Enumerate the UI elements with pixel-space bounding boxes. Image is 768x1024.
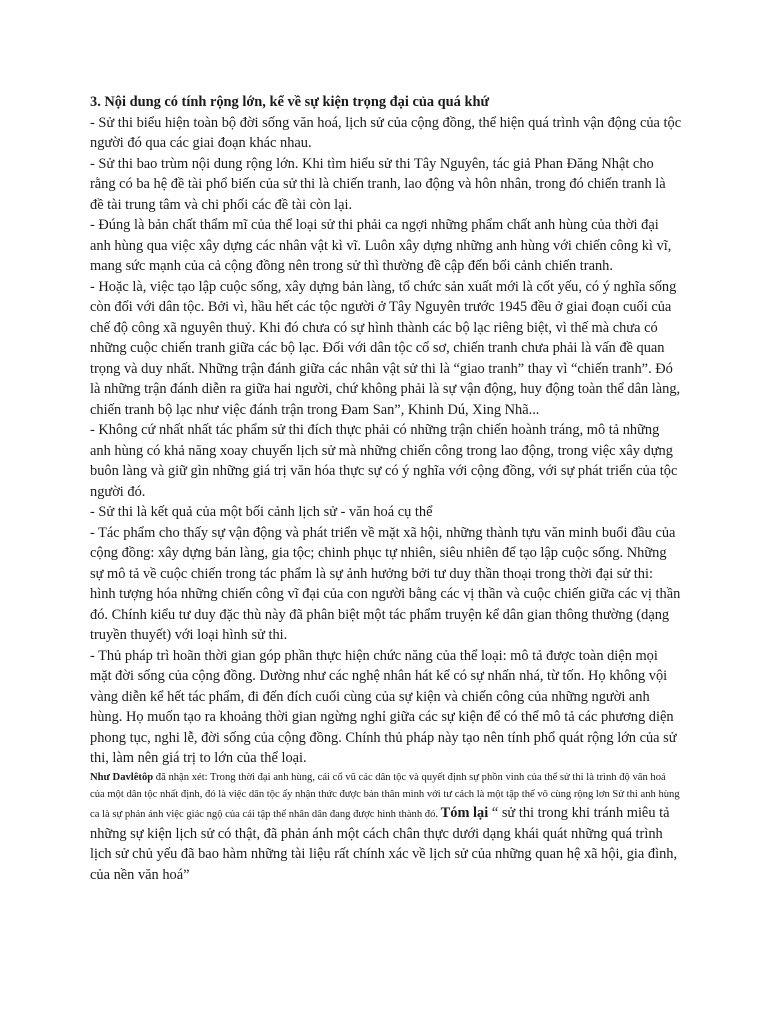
paragraph: - Sử thi biểu hiện toàn bộ đời sống văn hoá, lịch sử của cộng đồng, thể hiện quá trình vận động của tộc người đó qua các giai đoạn khác nhau. — [90, 114, 682, 151]
quote-paragraph — [90, 769, 682, 886]
document-page — [90, 92, 682, 885]
paragraph: - Sử thi là kết quả của một bối cảnh lịch sử - văn hoá cụ thể — [90, 504, 433, 520]
section-heading: 3. Nội dung có tính rộng lớn, kể về sự kiện trọng đại của quá khứ — [90, 94, 490, 110]
paragraph: - Tác phẩm cho thấy sự vận động và phát triển về mặt xã hội, những thành tựu văn minh buổi đầu của cộng đồng: xây dựng bản làng, gia tộc; chinh phục tự nhiên, siêu nhiên để tạo lập cuộc sống. Những sự mô tả về cuộc chiến trong tác phẩm là sự ảnh hưởng bởi tư duy thần thoại trong thời đại sử thi: hình tượng hóa những chiến công vĩ đại của con người bằng các vị thần và cuộc chiến giữa các vị thần đó. Chính kiểu tư duy đặc thù này đã phân biệt một tác phẩm truyện kể dân gian thông thường (dạng truyền thuyết) với loại hình sử thi. — [90, 524, 681, 643]
paragraph: - Sử thi bao trùm nội dung rộng lớn. Khi tìm hiểu sử thi Tây Nguyên, tác giả Phan Đăng Nhật cho rằng có ba hệ đề tài phổ biến của sử thi là chiến tranh, lao động và hôn nhân, trong đó chiến tranh là đề tài trung tâm và chi phối các đề tài còn lại. — [90, 155, 666, 213]
paragraph: - Thủ pháp trì hoãn thời gian góp phần thực hiện chức năng của thể loại: mô tả được toàn diện mọi mặt đời sống của cộng đồng. Dường như các nghệ nhân hát kể có sự nhấn nhá, từ tốn. Họ không vội vàng diễn kể hết tác phẩm, đi đến đích cuối cùng của sự kiện và chiến công của những người anh hùng. Họ muốn tạo ra khoảng thời gian ngừng nghỉ giữa các sự kiện để có thể mô tả các phương diện phong tục, nghi lễ, đời sống của cộng đồng. Chính thủ pháp này tạo nên tính phổ quát rộng lớn của sử thi, làm nên giá trị to lớn của thể loại. — [90, 647, 677, 766]
paragraph: - Đúng là bản chất thẩm mĩ của thể loại sử thi phải ca ngợi những phẩm chất anh hùng của thời đại anh hùng qua việc xây dựng các nhân vật kì vĩ. Luôn xây dựng những anh hùng với chiến công kì vĩ, mang sức mạnh của cả cộng đồng nên trong sử thì thường đề cập đến bối cảnh chiến tranh. — [90, 217, 672, 274]
paragraph: - Không cứ nhất nhất tác phẩm sử thi đích thực phải có những trận chiến hoành tráng, mô tả những anh hùng có khả năng xoay chuyển lịch sử mà những chiến công trong lao động, trong việc xây dựng buôn làng và giữ gìn những giá trị văn hóa thực sự có ý nghĩa với cộng đồng, với sự phát triển của tộc người đó. — [90, 422, 678, 500]
quote-lead: Tóm lại — [440, 805, 489, 822]
quote-small-text: đã nhận xét: Trong thời đại anh hùng, cái cổ vũ các dân tộc và quyết định sự phồn vinh của thể sử thi là trình độ văn hoá của một dân tộc nhất định, đó là việc dân tộc ấy nhận thức được bản thân mình với tư cách là một tập thể vô cùng rộng lơn Sử thi anh hùng ca là sự phản ánh việc giác ngộ của cái tập thể nhân dân đang được hình thành đó. — [90, 771, 680, 821]
quote-main-text: “ sử thi trong khi tránh miêu tả những sự kiện lịch sử có thật, đã phản ánh một cách chân thực dưới dạng khái quát những quá trình lịch sử chủ yếu đã bao hàm những tài liệu rất chính xác về lịch sử của những quan hệ xã hội, gia đình, của nền văn hoá” — [90, 805, 678, 883]
quote-author: Như Davlêtôp — [90, 771, 154, 783]
paragraph: - Hoặc là, việc tạo lập cuộc sống, xây dựng bản làng, tổ chức sản xuất mới là cốt yếu, có ý nghĩa sống còn đối với dân tộc. Bởi vì, hầu hết các tộc người ở Tây Nguyên trước 1945 đều ở giai đoạn cuối của chế độ công xã nguyên thuỷ. Khi đó chưa có sự hình thành các bộ lạc riêng biệt, vì thế mà chưa có những cuộc chiến tranh giữa các bộ lạc. Đối với dân tộc cổ sơ, chiến tranh chưa phải là vấn đề quan trọng và duy nhất. Những trận đánh giữa các nhân vật sử thi là “giao tranh” thay vì “chiến tranh”. Đó là những trận đánh diễn ra giữa hai người, chứ không phải là sự vận động, huy động toàn thể dân làng, chiến tranh bộ lạc như việc đánh trận trong Đam San”, Khinh Dú, Xing Nhã... — [90, 278, 681, 418]
